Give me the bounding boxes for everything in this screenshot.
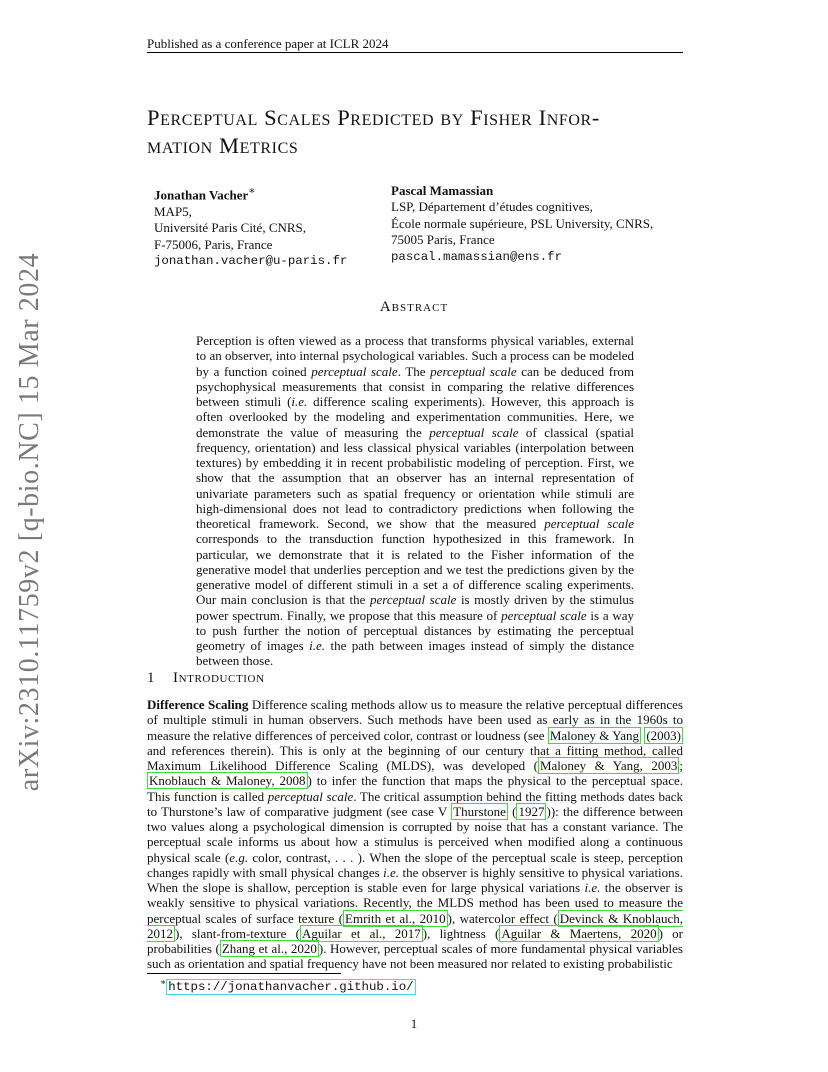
abstract-heading: Abstract — [379, 299, 449, 315]
citation-link[interactable]: Thurstone — [453, 803, 506, 819]
abstract-text: of classical (spatial frequency, orientation) and less classical physical variables (interpolation between textures) by embedding it in recent probabilistic modeling of perception. First, we show that the assumption that an observer has an internal representation of univariate parameters such as spatial frequency or orientation while stimuli are high-dimensional does not lead to contradictory predictions when following the theoretical framework. Second, we show that the measured — [196, 424, 634, 531]
emphasis: i.e. — [309, 638, 325, 653]
author-name: Pascal Mamassian — [391, 183, 494, 198]
citation-link[interactable]: 1927 — [518, 803, 545, 819]
citation-link[interactable]: Knoblauch & Maloney, 2008 — [149, 773, 306, 789]
title-line-2: mation Metrics — [147, 133, 299, 158]
paper-title — [147, 104, 707, 160]
running-header: Published as a conference paper at ICLR 2024 — [147, 36, 389, 51]
body-text: ), slant-from-texture ( — [175, 925, 300, 941]
emphasis: perceptual scale — [430, 363, 517, 379]
author-block-2 — [391, 183, 653, 265]
section-heading — [147, 670, 265, 687]
body-text: )): the difference between two values along a psychological dimension is corrupted by noise that has a constant variance. The perceptual scale informs us about how a stimulus is perceived when modified along a continuous physical scale ( — [147, 803, 683, 865]
emphasis: e.g. — [229, 849, 249, 865]
title-line-1: Perceptual Scales Predicted by Fisher Infor- — [147, 105, 600, 130]
emphasis: perceptual scale — [369, 592, 457, 608]
abstract-body — [196, 333, 634, 669]
abstract-text: difference scaling experiments). However, this approach is often overlooked by the modeling and experimentation communities. Here, we demonstrate the value of measuring the — [196, 394, 634, 440]
body-text: the observer is weakly sensitive to physical variations. Recently, the MLDS method has been used to measure the perceptual scales of surface texture ( — [147, 880, 683, 926]
body-text: the observer is highly sensitive to physical variations. When the slope is shallow, perception is stable even for large physical variations — [147, 864, 683, 895]
citation-link[interactable]: Emrith et al., 2010 — [345, 910, 446, 926]
section-number: 1 — [147, 670, 156, 686]
footnote-mark: ∗ — [248, 185, 256, 197]
body-text: ( — [507, 803, 517, 819]
header-rule — [147, 52, 683, 53]
abstract-text: is a way to push further the notion of perceptual distances by estimating the perceptual geometry of images — [196, 607, 634, 653]
abstract-text: Perception is often viewed as a process that transforms physical variables, external to an observer, into internal psychological variables. Such a process can be modeled by a function coined — [196, 333, 634, 379]
body-text: ), watercolor effect ( — [447, 910, 558, 926]
affiliation-line: École normale supérieure, PSL University, CNRS, — [391, 215, 654, 231]
affiliation-line: Université Paris Cité, CNRS, — [154, 220, 307, 236]
author-name: Jonathan Vacher — [154, 187, 249, 203]
footnote-rule — [147, 973, 341, 974]
arxiv-stamp-text: arXiv:2310.11759v2 [q-bio.NC] 15 Mar 2024 — [14, 252, 45, 792]
author-email[interactable]: pascal.mamassian@ens.fr — [391, 249, 563, 264]
emphasis: perceptual scale — [429, 424, 519, 440]
intro-paragraph — [147, 697, 683, 972]
affiliation-line: F-75006, Paris, France — [154, 236, 273, 252]
affiliation-line: LSP, Département d’études cognitives, — [391, 199, 593, 215]
page-number: 1 — [410, 1016, 418, 1031]
emphasis: i.e. — [383, 864, 400, 880]
abstract-text: . The — [397, 363, 431, 379]
body-text: ; — [679, 758, 683, 773]
paragraph-heading: Difference Scaling — [147, 697, 249, 712]
author-block-1 — [154, 183, 347, 269]
abstract-text: is mostly driven by the stimulus power spectrum. Finally, we propose that this measure of — [196, 592, 634, 623]
footnote-url-link[interactable]: https://jonathanvacher.github.io/ — [168, 979, 414, 994]
abstract-text: the path between images instead of simply the distance between those. — [196, 638, 634, 669]
abstract-text: can be deduced from psychophysical measurements that consist in comparing the relative differences between stimuli ( — [196, 363, 635, 409]
footnote — [160, 977, 416, 994]
citation-link[interactable]: (2003) — [646, 727, 682, 743]
citation-link[interactable]: Aguilar & Maertens, 2020 — [501, 925, 657, 941]
affiliation-line: MAP5, — [154, 203, 192, 219]
abstract-text: corresponds to the transduction function hypothesized in this framework. In particular, we demonstrate that it is related to the Fisher information of the generative model that underlies perception and we test the predictions given by the generative model of different stimuli in a set a of difference scaling experiments. Our main conclusion is that the — [196, 531, 634, 608]
citation-link[interactable]: Aguilar et al., 2017 — [302, 925, 421, 941]
body-text: Difference scaling methods allow us to measure the relative perceptual differences of multiple stimuli in human observers. Such methods have been used as early as in the 1960s to measure the relative differences of perceived color, contrast or loudness (see — [147, 697, 683, 743]
body-text: ) to infer the function that maps the physical to the perceptual space. This function is called — [147, 773, 683, 804]
body-text: and references therein). This is only at the beginning of our century that a fitting method, called Maximum Likelihood Difference Scaling (MLDS), was developed ( — [147, 742, 683, 773]
emphasis: perceptual scale — [311, 363, 398, 379]
section-title: Introduction — [173, 670, 265, 686]
emphasis: i.e. — [291, 394, 308, 409]
body-text: ) or probabilities ( — [147, 925, 683, 956]
citation-link[interactable]: Zhang et al., 2020 — [221, 941, 317, 956]
emphasis: perceptual scale — [501, 607, 587, 623]
footnote-mark: ∗ — [160, 977, 167, 987]
citation-link[interactable]: Maloney & Yang, 2003 — [539, 758, 678, 773]
body-text: color, contrast, . . . ). When the slope of the perceptual scale is steep, perception changes rapidly with small physical changes — [147, 849, 683, 880]
emphasis: i.e. — [584, 880, 601, 895]
author-email[interactable]: jonathan.vacher@u-paris.fr — [154, 253, 348, 268]
emphasis: perceptual scale — [267, 788, 354, 804]
citation-link[interactable]: Maloney & Yang — [549, 727, 640, 743]
body-text: ). However, perceptual scales of more fundamental physical variables such as orientation and spatial frequency have not been measured nor related to existing probabilistic — [147, 941, 683, 972]
body-text: ), lightness ( — [422, 925, 500, 941]
arxiv-stamp — [10, 252, 50, 792]
affiliation-line: 75005 Paris, France — [391, 232, 495, 248]
emphasis: perceptual scale — [544, 516, 634, 531]
body-text: . The critical assumption behind the fitting methods dates back to Thurstone’s law of comparative judgment (see case V — [147, 788, 684, 819]
citation-link[interactable]: Devinck & Knoblauch, 2012 — [147, 910, 684, 941]
